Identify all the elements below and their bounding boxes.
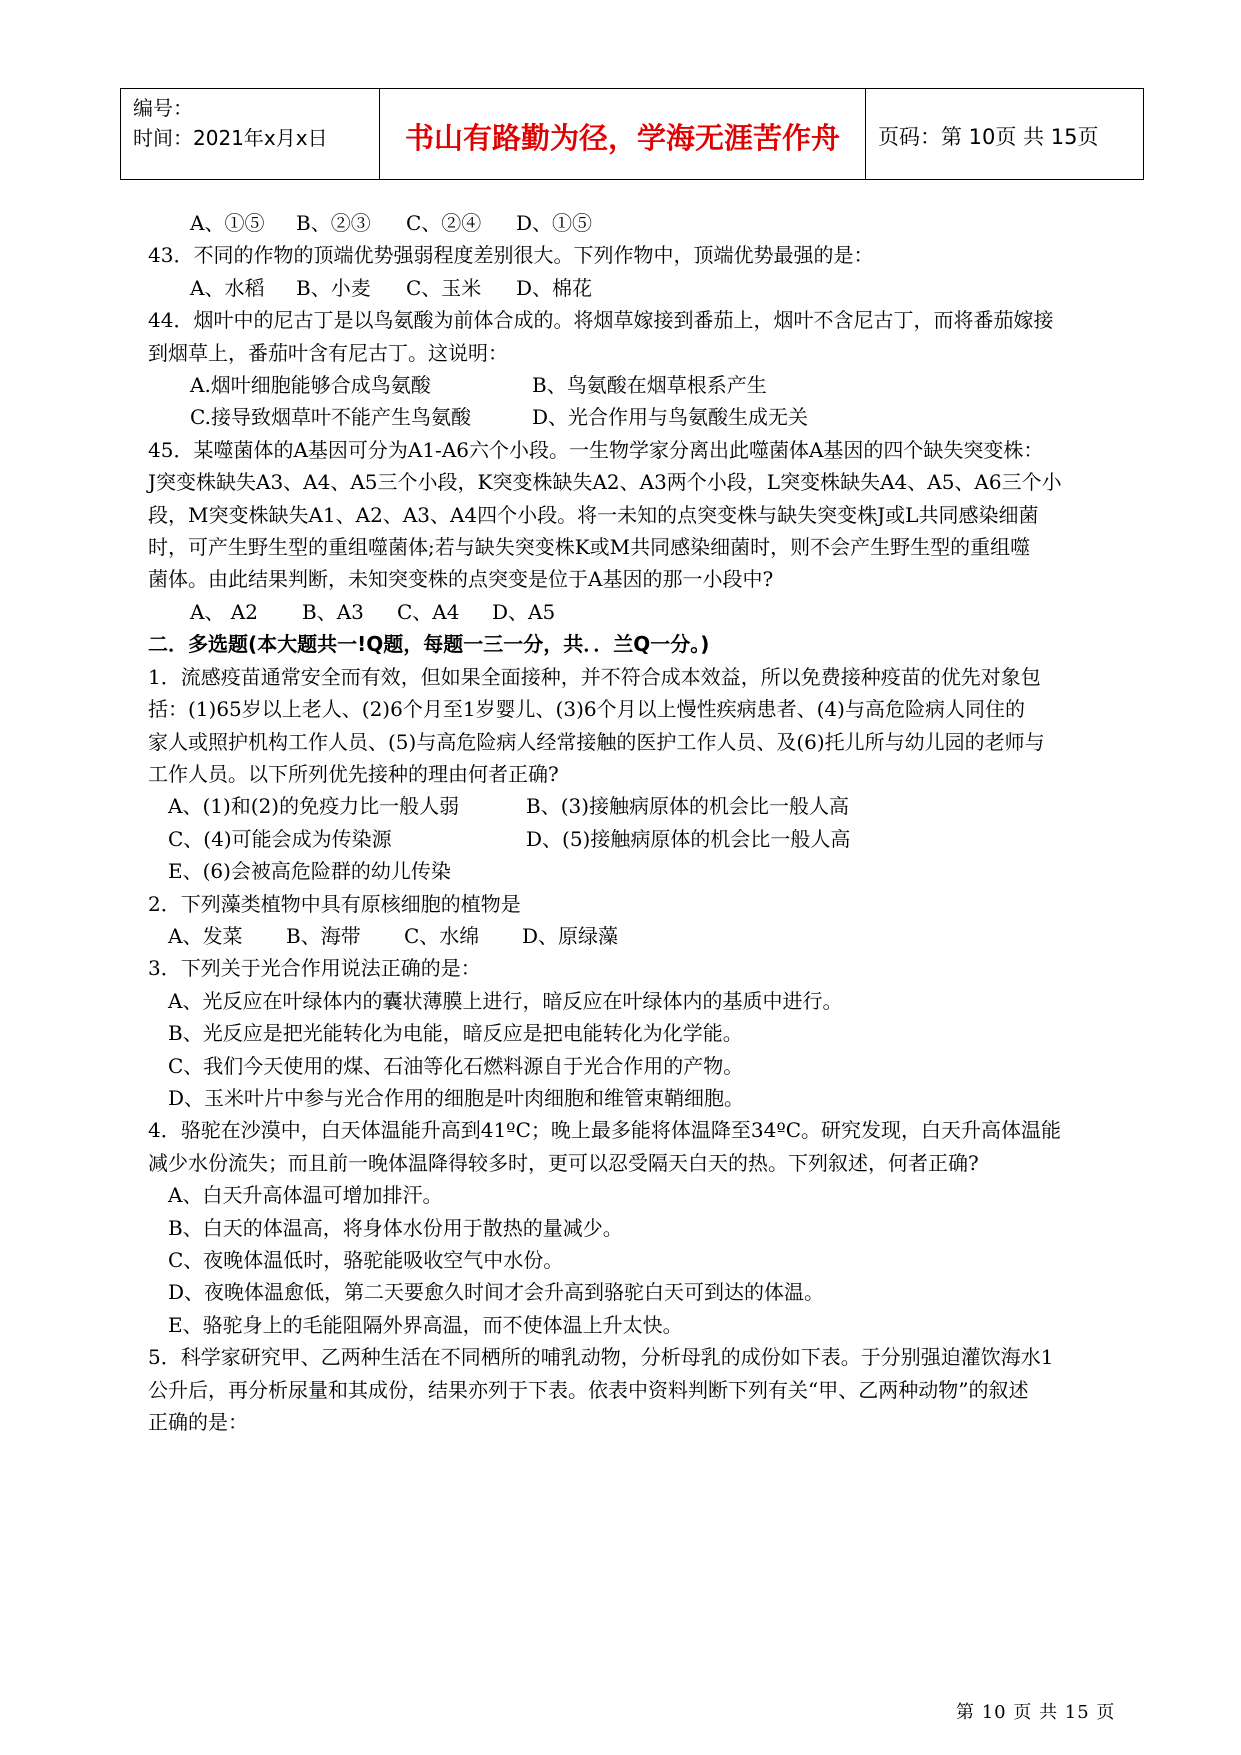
header-left-cell [121, 89, 380, 179]
m1-option-b: B、(3)接触病原体的机会比一般人高 [526, 794, 850, 819]
m5-line1: 5．科学家研究甲、乙两种生活在不同栖所的哺乳动物，分析母乳的成份如下表。于分别强迫灌饮海水1 [148, 1345, 1054, 1370]
m2-option-c: C、水绵 [404, 923, 480, 948]
q45-options [148, 596, 1123, 628]
q45-option-d: D、A5 [492, 599, 556, 624]
m2-option-d: D、原绿藻 [522, 923, 619, 948]
m4-line1: 4．骆驼在沙漠中，白天体温能升高到41ºC；晚上最多能将体温降至34ºC。研究发现，白天升高体温能 [148, 1118, 1062, 1143]
q45-line2: J突变株缺失A3、A4、A5三个小段，K突变株缺失A2、A3两个小段，L突变株缺失A4、A5、A6三个小 [148, 470, 1062, 495]
q44-stem-line1: 44．烟叶中的尼古丁是以鸟氨酸为前体合成的。将烟草嫁接到番茄上，烟叶不含尼古丁，而将番茄嫁接 [148, 308, 1054, 333]
q44-option-d: D、光合作用与鸟氨酸生成无关 [532, 405, 809, 430]
page-footer: 第 10 页 共 15 页 [956, 1702, 1116, 1723]
m4-line2: 减少水份流失；而且前一晚体温降得较多时，更可以忍受隔天白天的热。下列叙述，何者正确? [148, 1150, 979, 1175]
m2-option-a: A、发菜 [168, 923, 243, 948]
m3-option-b: B、光反应是把光能转化为电能，暗反应是把电能转化为化学能。 [168, 1021, 743, 1046]
q45-line1: 45．某噬菌体的A基因可分为A1-A6六个小段。一生物学家分离出此噬菌体A基因的四个缺失突变株： [148, 437, 1044, 462]
m1-line3: 家人或照护机构工作人员、(5)与高危险病人经常接触的医护工作人员、及(6)托儿所与幼儿园的老师与 [148, 729, 1045, 754]
q44-stem-line2: 到烟草上，番茄叶含有尼古丁。这说明： [148, 340, 508, 365]
m1-options-row1 [148, 790, 1123, 822]
q43-option-d: D、棉花 [516, 275, 593, 300]
m2-options [148, 920, 1123, 952]
m3-option-c: C、我们今天使用的煤、石油等化石燃料源自于光合作用的产物。 [168, 1053, 744, 1078]
m2-option-b: B、海带 [286, 923, 361, 948]
q44-option-c: C.接导致烟草叶不能产生鸟氨酸 [190, 405, 471, 430]
q45-option-c: C、A4 [397, 599, 460, 624]
m5-line3: 正确的是： [148, 1410, 248, 1435]
q44-options-row1 [148, 369, 1123, 401]
q42-option-d: D、①⑤ [516, 211, 593, 235]
q43-options [148, 272, 1123, 304]
q45-line3: 段，M突变株缺失A1、A2、A3、A4四个小段。将一未知的点突变株与缺失突变株J或L共同感染细菌 [148, 502, 1039, 527]
m1-line4: 工作人员。以下所列优先接种的理由何者正确? [148, 761, 559, 786]
m1-option-d: D、(5)接触病原体的机会比一般人高 [526, 826, 851, 851]
header-motto: 书山有路勤为径，学海无涯苦作舟 [380, 89, 866, 179]
document-time-label: 时间：2021年x月x日 [133, 126, 328, 150]
m4-option-a: A、白天升高体温可增加排汗。 [168, 1183, 443, 1208]
q43-option-b: B、小麦 [296, 275, 371, 300]
m4-option-e: E、骆驼身上的毛能阻隔外界高温，而不使体温上升太快。 [168, 1312, 683, 1337]
m4-option-c: C、夜晚体温低时，骆驼能吸收空气中水份。 [168, 1248, 564, 1272]
document-number-label: 编号： [133, 96, 193, 120]
document-body [148, 207, 1123, 1438]
m1-options-row2 [148, 823, 1123, 855]
q43-stem: 43．不同的作物的顶端优势强弱程度差别很大。下列作物中，顶端优势最强的是： [148, 243, 874, 268]
m1-option-e: E、(6)会被高危险群的幼儿传染 [168, 859, 451, 884]
header-page-label: 页码：第 10页 共 15页 [878, 125, 1099, 149]
m3-option-a: A、光反应在叶绿体内的囊状薄膜上进行，暗反应在叶绿体内的基质中进行。 [168, 988, 843, 1013]
m1-line1: 1．流感疫苗通常安全而有效，但如果全面接种，并不符合成本效益，所以免费接种疫苗的优先对象包 [148, 664, 1041, 689]
m4-option-d: D、夜晚体温愈低，第二天要愈久时间才会升高到骆驼白天可到达的体温。 [168, 1280, 825, 1305]
q45-line5: 菌体。由此结果判断，未知突变株的点突变是位于A基因的那一小段中? [148, 567, 774, 592]
q43-option-a: A、水稻 [190, 275, 265, 300]
q43-option-c: C、玉米 [406, 275, 482, 300]
q44-option-a: A.烟叶细胞能够合成鸟氨酸 [190, 373, 431, 398]
q44-options-row2 [148, 401, 1123, 433]
m4-option-b: B、白天的体温高，将身体水份用于散热的量减少。 [168, 1215, 623, 1240]
q45-line4: 时，可产生野生型的重组噬菌体;若与缺失突变株K或M共同感染细菌时，则不会产生野生型的重组噬 [148, 535, 1031, 560]
q42-option-c: C、②④ [406, 211, 482, 235]
m1-line2: 括：(1)65岁以上老人、(2)6个月至1岁婴儿、(3)6个月以上慢性疾病患者、(4)与高危险病人同住的 [148, 697, 1025, 722]
m3-option-d: D、玉米叶片中参与光合作用的细胞是叶肉细胞和维管束鞘细胞。 [168, 1085, 745, 1110]
m5-line2: 公升后，再分析尿量和其成份，结果亦列于下表。依表中资料判断下列有关“甲、乙两种动物”的叙述 [148, 1377, 1029, 1402]
section-2-title: 二．多选题(本大题共一!Q题，每题一三一分，共．．兰Q一分。) [148, 632, 710, 657]
q45-option-a: A、 A2 [190, 599, 258, 624]
q44-option-b: B、鸟氨酸在烟草根系产生 [532, 373, 767, 398]
q45-option-b: B、A3 [302, 599, 364, 624]
m3-stem: 3．下列关于光合作用说法正确的是： [148, 956, 481, 981]
m1-option-c: C、(4)可能会成为传染源 [168, 826, 392, 851]
q42-option-a: A、①⑤ [190, 211, 265, 235]
page-header [120, 88, 1144, 180]
q42-option-b: B、②③ [296, 211, 371, 235]
q42-options [148, 207, 1123, 239]
m2-stem: 2．下列藻类植物中具有原核细胞的植物是 [148, 891, 521, 916]
m1-option-a: A、(1)和(2)的免疫力比一般人弱 [168, 794, 460, 819]
